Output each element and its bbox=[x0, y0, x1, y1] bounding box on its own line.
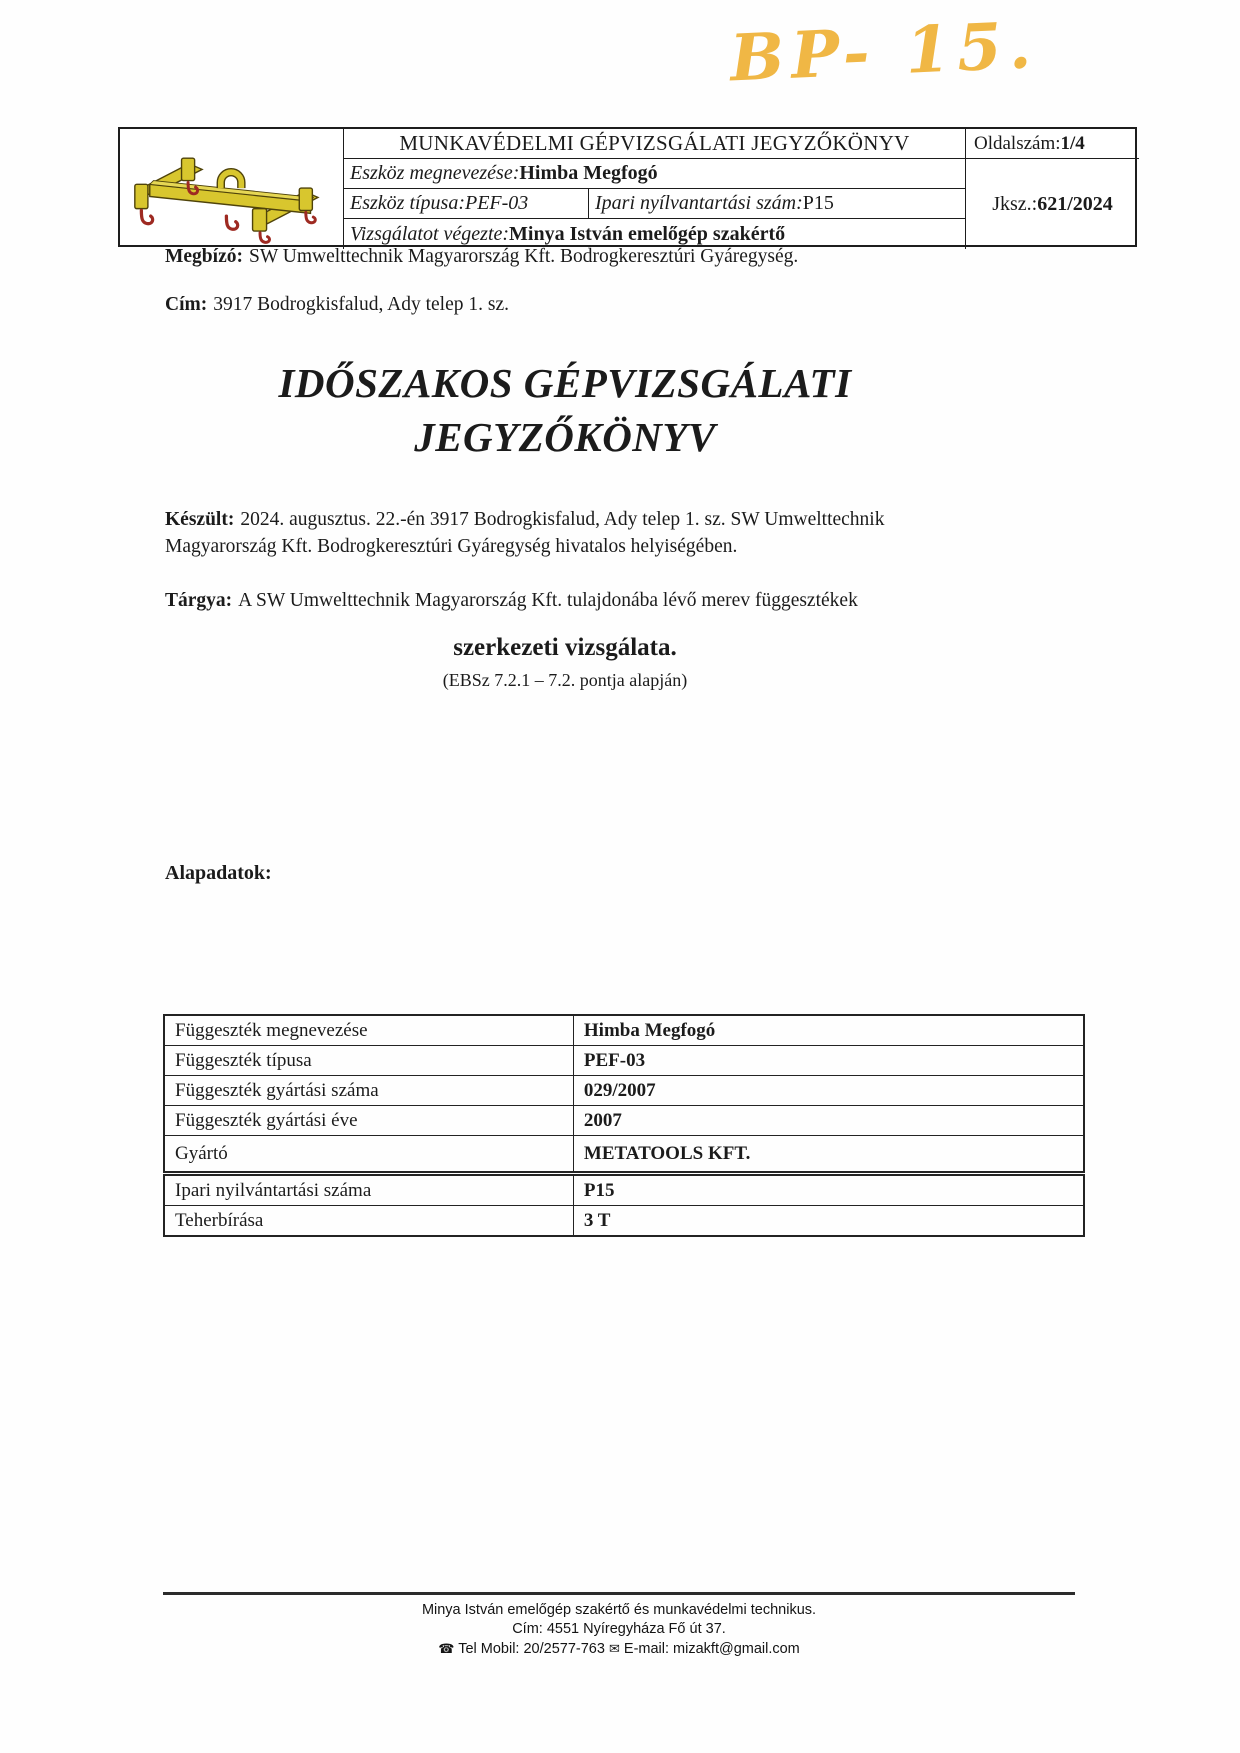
address-value: 3917 Bodrogkisfalud, Ady telep 1. sz. bbox=[213, 294, 509, 315]
registry-number-cell bbox=[589, 189, 965, 219]
footer-email-text: E-mail: mizakft@gmail.com bbox=[623, 1641, 800, 1657]
row-value: METATOOLS KFT. bbox=[573, 1136, 1084, 1174]
made-line2: Magyarország Kft. Bodrogkeresztúri Gyáregység hivatalos helyiségében. bbox=[165, 536, 738, 557]
case-number-value: 621/2024 bbox=[1037, 192, 1113, 215]
registry-number-value: P15 bbox=[802, 192, 834, 214]
address-line bbox=[165, 294, 509, 316]
subject-label: Tárgya: bbox=[165, 590, 233, 611]
subject-line bbox=[165, 590, 858, 612]
device-name-label: Eszköz megnevezése: bbox=[350, 162, 520, 184]
table-row bbox=[164, 1046, 1084, 1076]
footer bbox=[163, 1601, 1075, 1659]
table-row bbox=[164, 1076, 1084, 1106]
client-line bbox=[165, 246, 798, 268]
basic-data-table bbox=[163, 1014, 1085, 1237]
device-type-value: PEF-03 bbox=[465, 192, 529, 214]
client-label: Megbízó: bbox=[165, 246, 243, 267]
page-number-cell bbox=[965, 129, 1139, 159]
footer-divider bbox=[163, 1592, 1075, 1595]
made-line1: 2024. augusztus. 22.-én 3917 Bodrogkisfalud, Ady telep 1. sz. SW Umwelttechnik bbox=[240, 509, 885, 530]
phone-icon: ☎ bbox=[438, 1641, 455, 1656]
row-label: Függeszték gyártási száma bbox=[164, 1076, 573, 1106]
address-label: Cím: bbox=[165, 294, 208, 315]
registry-number-label: Ipari nyílvantartási szám: bbox=[595, 192, 803, 214]
basic-data-heading: Alapadatok: bbox=[165, 862, 272, 884]
table-row bbox=[164, 1106, 1084, 1136]
row-label: Függeszték megnevezése bbox=[164, 1015, 573, 1046]
footer-line2: Cím: 4551 Nyíregyháza Fő út 37. bbox=[512, 1621, 726, 1637]
row-value: 2007 bbox=[573, 1106, 1084, 1136]
case-number-label: Jksz.: bbox=[992, 192, 1038, 215]
spreader-beam-icon bbox=[127, 132, 337, 246]
report-title: MUNKAVÉDELMI GÉPVIZSGÁLATI JEGYZŐKÖNYV bbox=[344, 129, 965, 159]
row-value: 3 T bbox=[573, 1206, 1084, 1237]
main-title bbox=[150, 356, 980, 464]
footer-line1: Minya István emelőgép szakértő és munkavédelmi technikus. bbox=[421, 1602, 817, 1618]
made-label: Készült: bbox=[165, 509, 235, 530]
email-icon: ✉ bbox=[608, 1641, 620, 1656]
main-title-line2: JEGYZŐKÖNYV bbox=[414, 414, 716, 460]
spreader-beam-image bbox=[120, 129, 344, 249]
row-label: Gyártó bbox=[164, 1136, 573, 1174]
row-value: Himba Megfogó bbox=[573, 1015, 1084, 1046]
row-label: Függeszték típusa bbox=[164, 1046, 573, 1076]
footer-phone-text: Tel Mobil: 20/2577-763 bbox=[458, 1641, 605, 1657]
inspector-value: Minya István emelőgép szakértő bbox=[509, 222, 786, 245]
header-table bbox=[118, 127, 1137, 247]
row-value: P15 bbox=[573, 1174, 1084, 1206]
table-row bbox=[164, 1206, 1084, 1237]
page-number-label: Oldalszám: bbox=[974, 132, 1061, 154]
made-paragraph bbox=[165, 506, 1125, 560]
row-label: Ipari nyilvántartási száma bbox=[164, 1174, 573, 1206]
table-row bbox=[164, 1174, 1084, 1206]
device-type-cell bbox=[344, 189, 589, 219]
case-number-cell bbox=[965, 159, 1139, 249]
device-name-value: Himba Megfogó bbox=[519, 162, 658, 184]
footer-line3 bbox=[163, 1639, 1075, 1659]
subject-emphasis: szerkezeti vizsgálata. bbox=[453, 634, 677, 661]
table-row bbox=[164, 1015, 1084, 1046]
page-number-value: 1/4 bbox=[1060, 132, 1085, 154]
device-type-label: Eszköz típusa: bbox=[350, 192, 465, 214]
row-value: 029/2007 bbox=[573, 1076, 1084, 1106]
inspector-cell bbox=[344, 219, 965, 249]
client-value: SW Umwelttechnik Magyarország Kft. Bodrogkeresztúri Gyáregység. bbox=[248, 246, 799, 267]
subject-reference: (EBSz 7.2.1 – 7.2. pontja alapján) bbox=[442, 670, 688, 690]
table-row bbox=[164, 1136, 1084, 1174]
row-value: PEF-03 bbox=[573, 1046, 1084, 1076]
subject-value: A SW Umwelttechnik Magyarország Kft. tulajdonába lévő merev függesztékek bbox=[238, 590, 858, 611]
main-title-line1: IDŐSZAKOS GÉPVIZSGÁLATI bbox=[278, 360, 852, 406]
row-label: Teherbírása bbox=[164, 1206, 573, 1237]
inspector-label: Vizsgálatot végezte: bbox=[350, 222, 510, 245]
row-label: Függeszték gyártási éve bbox=[164, 1106, 573, 1136]
handwritten-case-number: BP- 15. bbox=[728, 8, 1040, 97]
device-name-cell bbox=[344, 159, 965, 189]
